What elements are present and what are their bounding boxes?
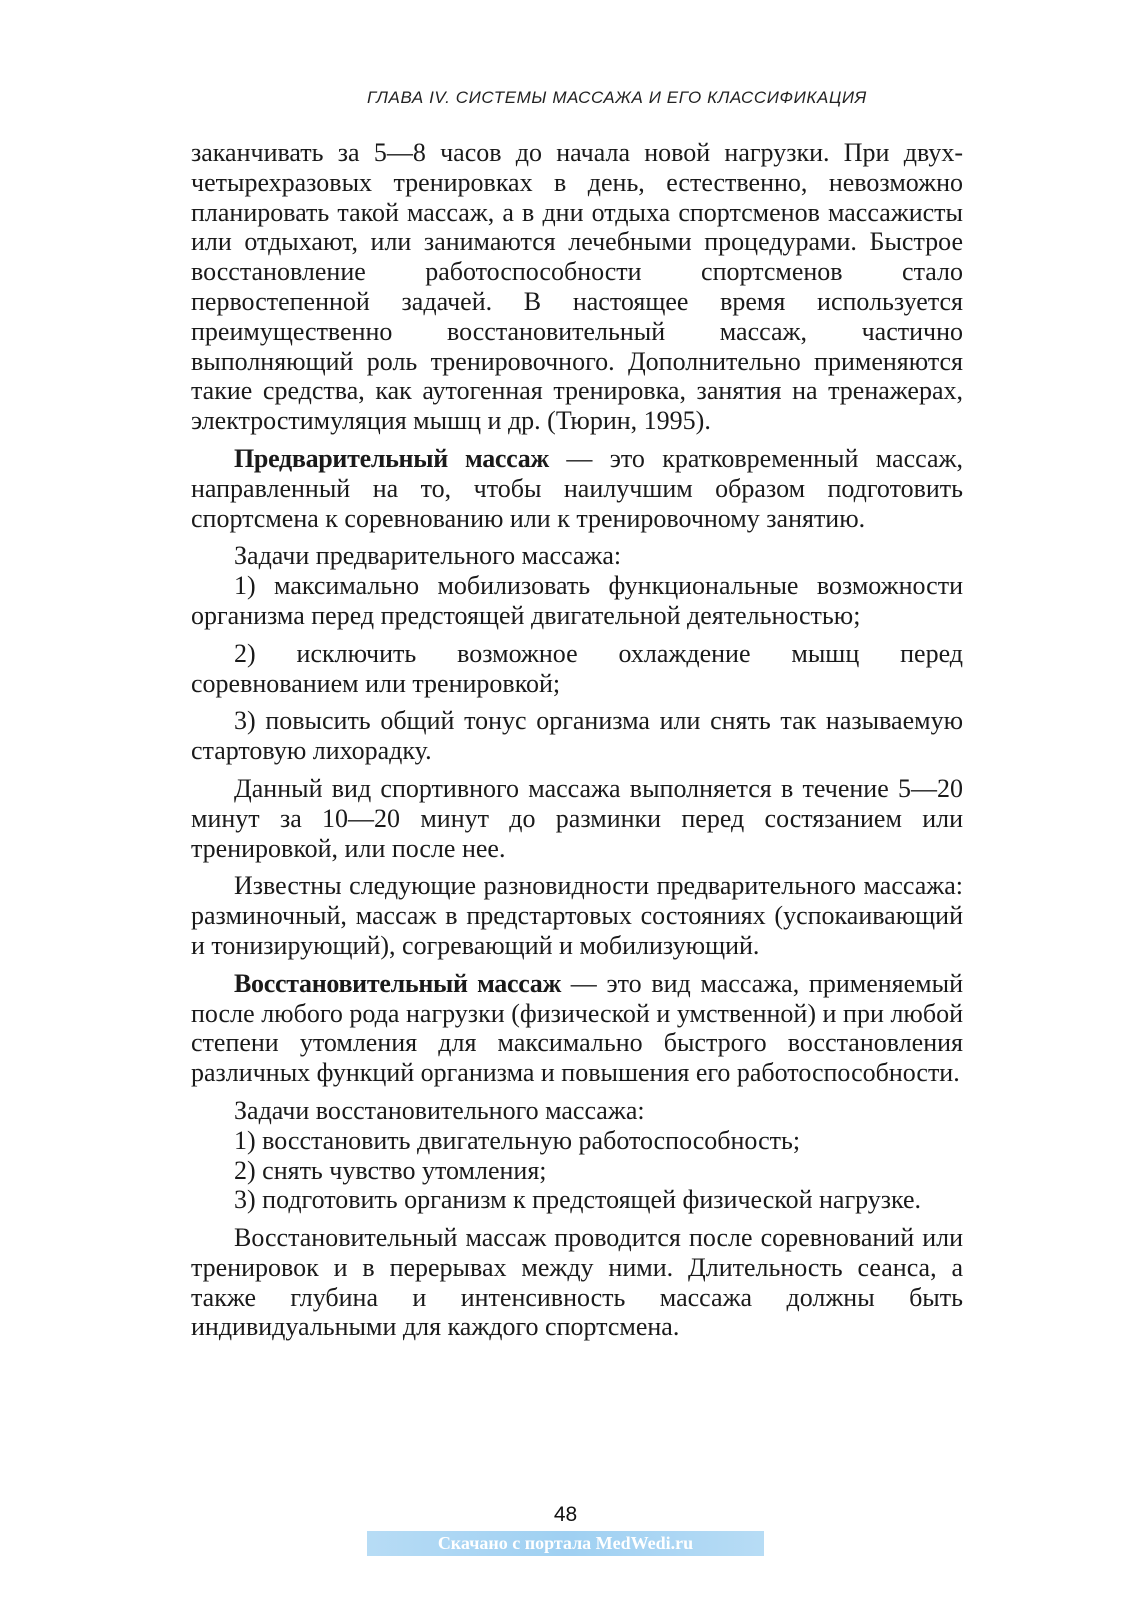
paragraph: Задачи восстановительного массажа:: [234, 1095, 645, 1125]
paragraph: Известны следующие разновидности предварительного массажа: разминочный, массаж в предстартовых состояниях (успокаивающий и тонизирующий), согревающий и мобилизующий.: [191, 871, 963, 960]
term-preliminary-massage: Предварительный массаж: [234, 443, 549, 473]
list-item: 3) повысить общий тонус организма или снять так называемую стартовую лихорадку.: [191, 706, 963, 766]
paragraph: Восстановительный массаж проводится после соревнований или тренировок и в перерывах между ними. Длительность сеанса, а также глубина и интенсивность массажа должны быть индивидуальными для каждого спортсмена.: [191, 1223, 963, 1342]
list-item: 3) подготовить организм к предстоящей физической нагрузке.: [234, 1185, 922, 1215]
list-item: 1) восстановить двигательную работоспособность;: [234, 1125, 801, 1155]
definition-text: — это вид массажа, применяемый после любого рода нагрузки (физической и умственной) и при любой степени утомления для максимально быстрого восстановления различных функций организма и повышения его работоспособности.: [191, 968, 963, 1088]
term-restorative-massage: Восстановительный массаж: [234, 968, 562, 998]
list-item: 2) снять чувство утомления;: [234, 1155, 547, 1185]
page-number: 48: [553, 1503, 578, 1526]
paragraph-restorative-massage: [191, 969, 963, 1088]
running-header: ГЛАВА IV. СИСТЕМЫ МАССАЖА И ЕГО КЛАССИФИКАЦИЯ: [367, 88, 867, 107]
paragraph: Данный вид спортивного массажа выполняется в течение 5—20 минут за 10—20 минут до разминки перед состязанием или тренировкой, или после нее.: [191, 773, 963, 863]
paragraph: Задачи предварительного массажа:: [234, 541, 622, 571]
paragraph: заканчивать за 5—8 часов до начала новой нагрузки. При двух-четырехразовых тренировках в день, естественно, невозможно планировать такой массаж, а в дни отдыха спортсменов массажисты или отдыхают, или занимаются лечебными процедурами. Быстрое восстановление работоспособности спортсменов стало первостепенной задачей. В настоящее время используется преимущественно восстановительный массаж, частично выполняющий роль тренировочного. Дополнительно применяются такие средства, как аутогенная тренировка, занятия на тренажерах, электростимуляция мышц и др. (Тюрин, 1995).: [191, 138, 963, 436]
paragraph-preliminary-massage: [191, 444, 963, 533]
list-item: 1) максимально мобилизовать функциональные возможности организма перед предстоящей двигательной деятельностью;: [191, 571, 963, 630]
watermark-banner: Скачано с портала MedWedi.ru: [367, 1531, 764, 1556]
definition-text: — это кратковременный массаж, направленный на то, чтобы наилучшим образом подготовить спортсмена к соревнованию или к тренировочному занятию.: [191, 443, 963, 533]
list-item: 2) исключить возможное охлаждение мышц перед соревнованием или тренировкой;: [191, 638, 963, 698]
main-text: [191, 138, 963, 1342]
